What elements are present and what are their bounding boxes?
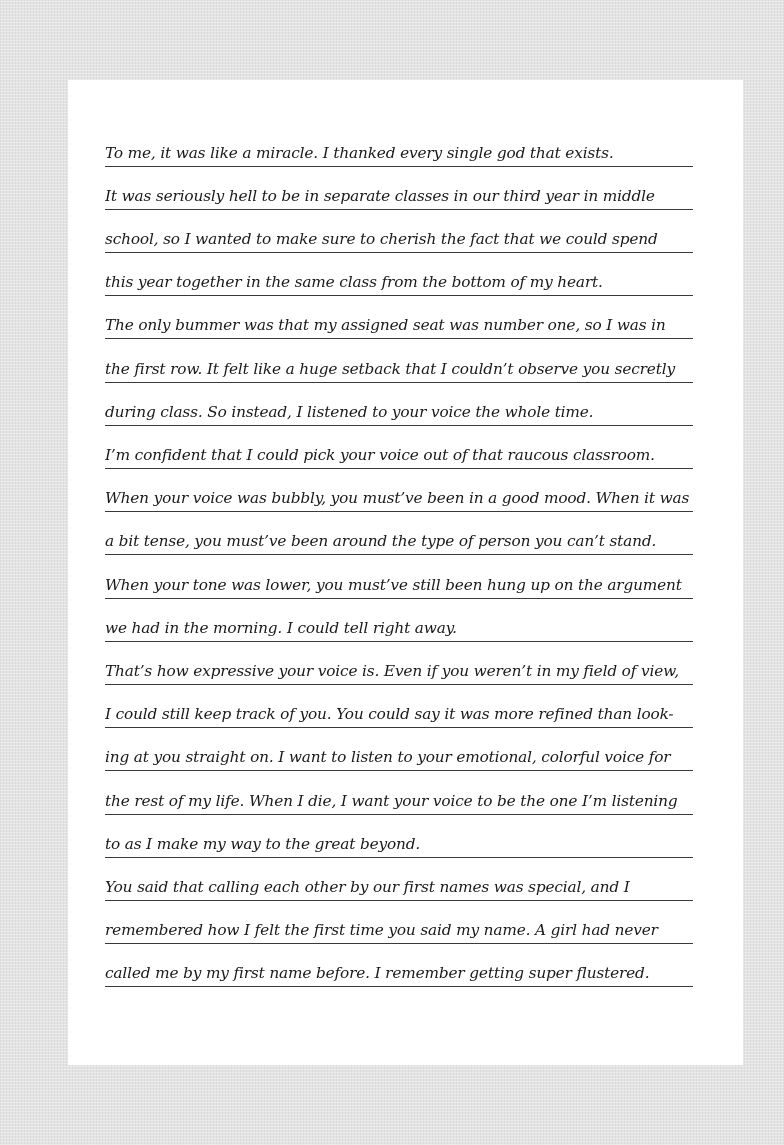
letter-line: That’s how expressive your voice is. Even if you weren’t in my field of view, [105,642,693,685]
letter-line: I’m confident that I could pick your voice out of that raucous classroom. [105,426,693,469]
ruled-lines [105,124,693,988]
letter-line: I could still keep track of you. You could say it was more refined than look- [105,685,693,728]
letter-line: we had in the morning. I could tell right away. [105,599,693,642]
letter-line: When your voice was bubbly, you must’ve been in a good mood. When it was [105,469,693,512]
letter-line: to as I make my way to the great beyond. [105,815,693,858]
letter-line: school, so I wanted to make sure to cherish the fact that we could spend [105,210,693,253]
letter-page [68,80,743,1065]
letter-line: a bit tense, you must’ve been around the type of person you can’t stand. [105,512,693,555]
letter-line: during class. So instead, I listened to your voice the whole time. [105,383,693,426]
letter-line: the first row. It felt like a huge setback that I couldn’t observe you secretly [105,339,693,382]
letter-line: The only bummer was that my assigned seat was number one, so I was in [105,296,693,339]
letter-line: It was seriously hell to be in separate classes in our third year in middle [105,167,693,210]
letter-line: this year together in the same class from the bottom of my heart. [105,253,693,296]
letter-line: You said that calling each other by our first names was special, and I [105,858,693,901]
letter-line: When your tone was lower, you must’ve still been hung up on the argument [105,555,693,598]
letter-line: called me by my first name before. I remember getting super flustered. [105,944,693,987]
letter-line: remembered how I felt the first time you said my name. A girl had never [105,901,693,944]
letter-line: To me, it was like a miracle. I thanked every single god that exists. [105,124,693,167]
letter-line: ing at you straight on. I want to listen to your emotional, colorful voice for [105,728,693,771]
letter-line: the rest of my life. When I die, I want your voice to be the one I’m listening [105,771,693,814]
